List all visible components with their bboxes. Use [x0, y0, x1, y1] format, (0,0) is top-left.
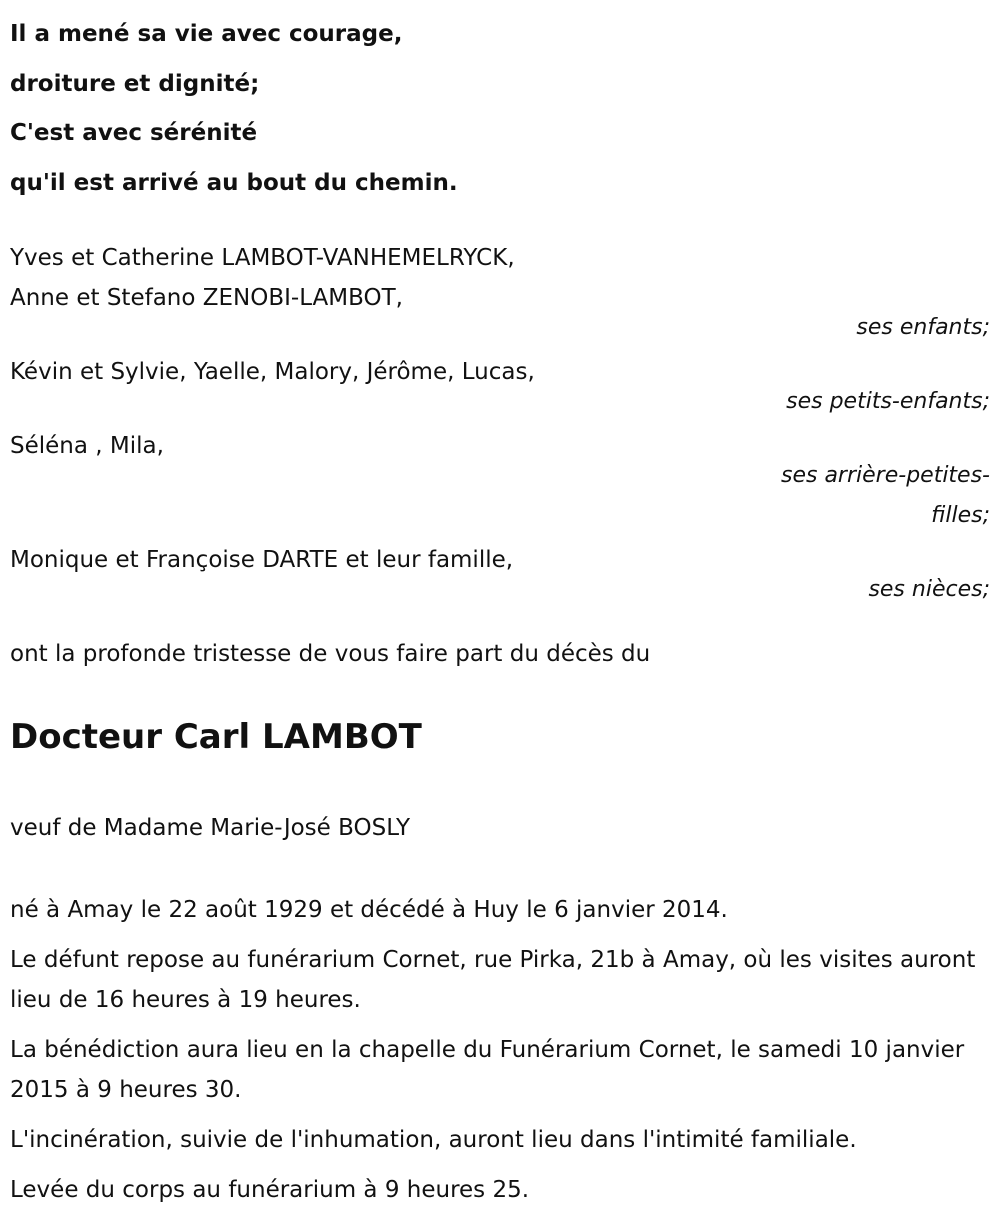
verse-line: Il a mené sa vie avec courage, — [10, 21, 403, 47]
detail-paragraph: La bénédiction aura lieu en la chapelle du Funérarium Cornet, le samedi 10 janvier 2015 à 9 heures 30. — [10, 1037, 965, 1103]
detail-paragraph: Le défunt repose au funérarium Cornet, rue Pirka, 21b à Amay, où les visites auront lieu de 16 heures à 19 heures. — [10, 947, 976, 1013]
children-line: Yves et Catherine LAMBOT-VANHEMELRYCK, — [10, 245, 515, 271]
children-line: Anne et Stefano ZENOBI-LAMBOT, — [10, 285, 403, 311]
relation-nieces: ses nièces; — [868, 577, 990, 602]
detail-paragraph: né à Amay le 22 août 1929 et décédé à Huy le 6 janvier 2014. — [10, 897, 728, 923]
verse-line: qu'il est arrivé au bout du chemin. — [10, 169, 458, 196]
relation-label — [10, 456, 990, 536]
verse-line: C'est avec sérénité — [10, 120, 258, 146]
verse-line: droiture et dignité; — [10, 70, 260, 97]
announcement: ont la profonde tristesse de vous faire part du décès du — [10, 641, 651, 667]
detail-paragraph: Levée du corps au funérarium à 9 heures 25. — [10, 1177, 530, 1203]
detail-paragraph: L'incinération, suivie de l'inhumation, auront lieu dans l'intimité familiale. — [10, 1127, 857, 1153]
obituary-page — [10, 0, 990, 1210]
relation-children: ses enfants; — [856, 315, 990, 340]
nieces-line: Monique et Françoise DARTE et leur famille, — [10, 547, 514, 573]
relation-great-grandchildren: ses arrière-petites-filles; — [781, 463, 990, 528]
great-grandchildren-line: Séléna , Mila, — [10, 433, 164, 459]
deceased-name: Docteur Carl LAMBOT — [10, 717, 422, 757]
verse — [10, 10, 990, 208]
family-list — [10, 238, 990, 610]
relation-grandchildren: ses petits-enfants; — [786, 389, 990, 414]
grandchildren-line: Kévin et Sylvie, Yaelle, Malory, Jérôme, Lucas, — [10, 359, 535, 385]
widower-line: veuf de Madame Marie-José BOSLY — [10, 815, 411, 841]
